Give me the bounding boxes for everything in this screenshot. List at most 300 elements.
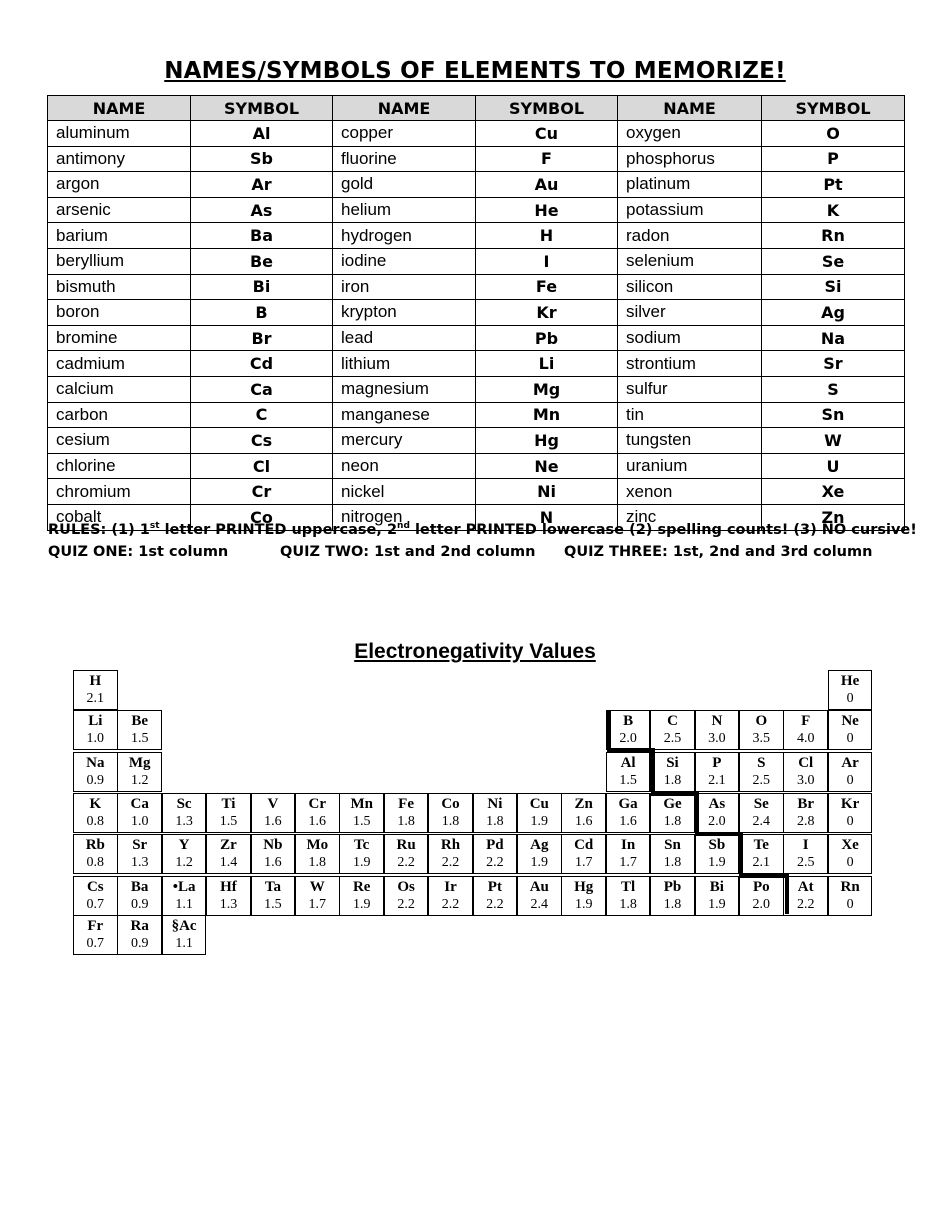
element-name-cell: boron (48, 300, 191, 326)
element-symbol-cell: Ba (191, 223, 333, 249)
element-symbol: Sn (664, 837, 681, 853)
quiz-three: QUIZ THREE: 1st, 2nd and 3rd column (564, 544, 873, 560)
metalloid-staircase-line (607, 710, 611, 750)
electronegativity-value: 2.1 (708, 773, 726, 788)
electronegativity-value: 1.8 (441, 814, 460, 829)
element-symbol-cell: O (762, 121, 905, 147)
electronegativity-value: 2.0 (619, 731, 637, 746)
element-symbol: Nb (263, 837, 283, 853)
element-names-table (47, 95, 905, 531)
element-cell (650, 710, 695, 750)
electronegativity-value: 1.3 (130, 855, 149, 870)
element-symbol: Co (441, 796, 460, 812)
element-cell (384, 793, 429, 833)
element-symbol: Tl (621, 879, 636, 895)
element-name-cell: sodium (618, 325, 762, 351)
element-symbol-cell: Sn (762, 402, 905, 428)
element-symbol: Po (752, 879, 770, 895)
element-symbol: W (309, 879, 325, 895)
element-symbol-cell: Bi (191, 274, 333, 300)
element-name-cell: oxygen (618, 121, 762, 147)
element-symbol-cell: K (762, 197, 905, 223)
element-symbol: Ti (221, 796, 236, 812)
electronegativity-value: 2.0 (708, 814, 726, 829)
element-symbol-cell: Pt (762, 172, 905, 198)
electronegativity-value: 2.8 (796, 814, 815, 829)
element-symbol: Ta (264, 879, 281, 895)
electronegativity-value: 1.7 (619, 855, 637, 870)
element-symbol: Ir (444, 879, 457, 895)
element-name-cell: krypton (333, 300, 476, 326)
element-symbol: V (267, 796, 279, 812)
element-symbol-cell: Ne (476, 453, 618, 479)
element-symbol: Os (397, 879, 415, 895)
metalloid-staircase-line (695, 832, 741, 836)
element-cell (695, 710, 740, 750)
electronegativity-value: 4.0 (796, 731, 815, 746)
element-symbol: Te (753, 837, 769, 853)
element-cell (695, 876, 740, 916)
electronegativity-value: 1.8 (663, 773, 682, 788)
element-name-cell: mercury (333, 428, 476, 454)
element-name-cell: magnesium (333, 376, 476, 402)
element-cell (117, 752, 162, 792)
electronegativity-value: 1.5 (130, 731, 149, 746)
column-header: NAME (333, 96, 476, 121)
element-symbol: In (621, 837, 636, 853)
electronegativity-value: 0.7 (86, 897, 105, 912)
element-symbol: Mn (350, 796, 373, 812)
element-symbol-cell: Al (191, 121, 333, 147)
element-cell (828, 834, 873, 874)
element-symbol-cell: Rn (762, 223, 905, 249)
table-row (48, 376, 905, 402)
element-symbol: Cu (529, 796, 549, 812)
rules-part: RULES: (1) 1 (48, 522, 150, 538)
element-symbol-cell: C (191, 402, 333, 428)
electronegativity-value: 0 (846, 897, 854, 912)
element-symbol-cell: Ar (191, 172, 333, 198)
element-cell (783, 793, 828, 833)
element-symbol-cell: Kr (476, 300, 618, 326)
element-name-cell: fluorine (333, 146, 476, 172)
element-symbol: F (801, 713, 811, 729)
element-symbol-cell: P (762, 146, 905, 172)
element-cell (517, 876, 562, 916)
element-name-cell: nickel (333, 479, 476, 505)
electronegativity-value: 1.2 (175, 855, 193, 870)
element-name-cell: iodine (333, 248, 476, 274)
element-name-cell: hydrogen (333, 223, 476, 249)
electronegativity-value: 2.2 (397, 855, 415, 870)
element-cell (162, 793, 207, 833)
electronegativity-value: 1.7 (574, 855, 593, 870)
element-name-cell: arsenic (48, 197, 191, 223)
element-symbol: N (711, 713, 723, 729)
rules-line (48, 519, 928, 541)
metalloid-staircase-line (607, 748, 653, 752)
electronegativity-value: 1.4 (219, 855, 238, 870)
element-cell (295, 834, 340, 874)
element-cell (828, 752, 873, 792)
electronegativity-value: 0.9 (130, 936, 149, 951)
element-cell (162, 834, 207, 874)
table-row (48, 248, 905, 274)
element-symbol: H (89, 673, 102, 689)
element-symbol-cell: Mn (476, 402, 618, 428)
element-symbol-cell: Cs (191, 428, 333, 454)
electronegativity-value: 2.5 (752, 773, 771, 788)
table-header-row (48, 96, 905, 121)
quiz-two: QUIZ TWO: 1st and 2nd column (280, 544, 536, 560)
element-symbol: Na (86, 755, 105, 771)
electronegativity-value: 1.9 (574, 897, 593, 912)
element-name-cell: cesium (48, 428, 191, 454)
electronegativity-value: 1.0 (86, 731, 105, 746)
element-symbol: I (802, 837, 809, 853)
table-row (48, 121, 905, 147)
element-cell (251, 834, 296, 874)
element-symbol: Y (178, 837, 190, 853)
element-symbol: Pb (663, 879, 682, 895)
element-symbol: Ga (618, 796, 638, 812)
element-cell (783, 876, 828, 916)
element-cell (428, 834, 473, 874)
element-symbol: Ra (130, 918, 149, 934)
element-symbol: Au (529, 879, 549, 895)
element-symbol-cell: Sb (191, 146, 333, 172)
column-header: SYMBOL (476, 96, 618, 121)
element-cell (783, 834, 828, 874)
electronegativity-title: Electronegativity Values (354, 640, 596, 663)
element-symbol: Sb (708, 837, 726, 853)
element-symbol-cell: H (476, 223, 618, 249)
element-name-cell: uranium (618, 453, 762, 479)
element-cell (783, 710, 828, 750)
metalloid-staircase-line (785, 874, 789, 914)
element-cell (739, 752, 784, 792)
element-name-cell: chlorine (48, 453, 191, 479)
electronegativity-value: 1.0 (130, 814, 149, 829)
table-row (48, 274, 905, 300)
element-name-cell: silver (618, 300, 762, 326)
table-row (48, 300, 905, 326)
element-symbol-cell: Si (762, 274, 905, 300)
electronegativity-value: 3.5 (752, 731, 771, 746)
element-cell (561, 834, 606, 874)
electronegativity-value: 1.6 (264, 855, 282, 870)
element-cell (650, 752, 695, 792)
electronegativity-value: 1.8 (308, 855, 327, 870)
electronegativity-value: 1.3 (175, 814, 193, 829)
element-symbol: Sr (132, 837, 148, 853)
page-title: NAMES/SYMBOLS OF ELEMENTS TO MEMORIZE! (164, 58, 786, 84)
electronegativity-value: 3.0 (708, 731, 726, 746)
element-name-cell: barium (48, 223, 191, 249)
element-symbol: Ar (841, 755, 859, 771)
element-cell (384, 876, 429, 916)
element-name-cell: nitrogen (333, 504, 476, 530)
electronegativity-value: 1.8 (619, 897, 637, 912)
element-symbol-cell: F (476, 146, 618, 172)
element-symbol-cell: Cd (191, 351, 333, 377)
element-cell (606, 710, 651, 750)
element-symbol-cell: Ni (476, 479, 618, 505)
electronegativity-value: 1.6 (264, 814, 282, 829)
electronegativity-value: 2.2 (397, 897, 415, 912)
electronegativity-value: 0.7 (86, 936, 105, 951)
element-cell (739, 834, 784, 874)
element-cell (473, 793, 518, 833)
table-row (48, 223, 905, 249)
element-cell (117, 834, 162, 874)
electronegativity-value: 1.8 (663, 855, 682, 870)
element-symbol: Se (753, 796, 769, 812)
element-symbol: Rn (840, 879, 860, 895)
element-name-cell: bromine (48, 325, 191, 351)
element-cell (606, 834, 651, 874)
element-symbol-cell: Cu (476, 121, 618, 147)
table-row (48, 428, 905, 454)
element-symbol: He (840, 673, 860, 689)
element-symbol: Pt (487, 879, 502, 895)
element-cell (73, 793, 118, 833)
element-symbol: Mo (306, 837, 329, 853)
table-row (48, 197, 905, 223)
rules-part: letter PRINTED lowercase (2) spelling counts! (3) NO cursive! (409, 522, 917, 538)
element-cell (828, 710, 873, 750)
table-row (48, 479, 905, 505)
element-cell (206, 793, 251, 833)
electronegativity-value: 1.5 (264, 897, 282, 912)
element-name-cell: aluminum (48, 121, 191, 147)
element-symbol-cell: Au (476, 172, 618, 198)
element-cell (517, 834, 562, 874)
electronegativity-value: 1.9 (708, 855, 726, 870)
element-name-cell: beryllium (48, 248, 191, 274)
rules-part: letter PRINTED uppercase, 2 (159, 522, 398, 538)
element-cell (339, 834, 384, 874)
element-symbol-cell: Li (476, 351, 618, 377)
element-symbol: Ag (530, 837, 549, 853)
element-symbol: Rh (440, 837, 461, 853)
element-cell (695, 834, 740, 874)
element-name-cell: lithium (333, 351, 476, 377)
electronegativity-value: 2.5 (663, 731, 682, 746)
element-symbol: Fe (398, 796, 414, 812)
element-cell (73, 670, 118, 710)
element-cell (295, 793, 340, 833)
element-name-cell: cobalt (48, 504, 191, 530)
element-symbol-cell: U (762, 453, 905, 479)
electronegativity-value: 1.9 (530, 814, 549, 829)
element-symbol: Zr (220, 837, 237, 853)
column-header: NAME (48, 96, 191, 121)
electronegativity-value: 0.8 (86, 814, 105, 829)
electronegativity-value: 0 (846, 855, 854, 870)
element-symbol: At (797, 879, 814, 895)
electronegativity-value: 1.6 (308, 814, 327, 829)
element-symbol: Ru (396, 837, 416, 853)
element-cell (384, 834, 429, 874)
element-symbol-cell: S (762, 376, 905, 402)
column-header: NAME (618, 96, 762, 121)
electronegativity-value: 0.9 (130, 897, 149, 912)
electronegativity-value: 1.5 (219, 814, 238, 829)
element-symbol-cell: W (762, 428, 905, 454)
electronegativity-value: 1.8 (397, 814, 415, 829)
electronegativity-value: 1.9 (530, 855, 549, 870)
element-symbol: Hg (574, 879, 594, 895)
element-symbol-cell: Se (762, 248, 905, 274)
element-symbol: C (667, 713, 678, 729)
element-name-cell: gold (333, 172, 476, 198)
element-symbol: Cs (86, 879, 104, 895)
element-symbol-cell: Na (762, 325, 905, 351)
element-symbol: Rb (85, 837, 105, 853)
element-cell (517, 793, 562, 833)
element-cell (251, 793, 296, 833)
element-name-cell: selenium (618, 248, 762, 274)
element-symbol: P (712, 755, 722, 771)
rules-sup: nd (397, 521, 410, 532)
electronegativity-value: 1.9 (708, 897, 726, 912)
electronegativity-value: 0 (846, 731, 854, 746)
element-name-cell: iron (333, 274, 476, 300)
element-cell (695, 793, 740, 833)
element-cell (339, 876, 384, 916)
element-symbol: Ba (130, 879, 149, 895)
element-cell (428, 876, 473, 916)
metalloid-staircase-line (739, 874, 787, 878)
electronegativity-value: 0 (846, 691, 854, 706)
element-cell (561, 793, 606, 833)
element-name-cell: cadmium (48, 351, 191, 377)
element-name-cell: tungsten (618, 428, 762, 454)
electronegativity-value: 1.9 (352, 897, 371, 912)
element-name-cell: chromium (48, 479, 191, 505)
table-row (48, 172, 905, 198)
electronegativity-value: 2.2 (486, 897, 504, 912)
table-row (48, 402, 905, 428)
element-symbol: Be (131, 713, 149, 729)
element-symbol: Pd (486, 837, 504, 853)
column-header: SYMBOL (191, 96, 333, 121)
metalloid-staircase-line (651, 748, 655, 794)
element-cell (473, 834, 518, 874)
element-name-cell: phosphorus (618, 146, 762, 172)
table-row (48, 453, 905, 479)
element-cell (828, 876, 873, 916)
electronegativity-value: 0.9 (86, 773, 105, 788)
element-symbol: K (89, 796, 102, 812)
electronegativity-value: 1.5 (619, 773, 637, 788)
element-symbol-cell: Br (191, 325, 333, 351)
element-symbol-cell: Sr (762, 351, 905, 377)
element-cell (117, 793, 162, 833)
element-symbol-cell: Ca (191, 376, 333, 402)
metalloid-staircase-line (695, 792, 699, 834)
element-cell (251, 876, 296, 916)
quiz-one: QUIZ ONE: 1st column (48, 544, 229, 560)
element-symbol: Al (620, 755, 636, 771)
element-cell (73, 752, 118, 792)
element-symbol-cell: Co (191, 504, 333, 530)
electronegativity-value: 0.8 (86, 855, 105, 870)
element-name-cell: helium (333, 197, 476, 223)
element-cell (650, 876, 695, 916)
element-symbol: Xe (841, 837, 859, 853)
element-name-cell: manganese (333, 402, 476, 428)
element-cell (650, 793, 695, 833)
element-symbol-cell: Ag (762, 300, 905, 326)
element-symbol-cell: N (476, 504, 618, 530)
table-row (48, 325, 905, 351)
element-name-cell: sulfur (618, 376, 762, 402)
element-symbol-cell: Zn (762, 504, 905, 530)
element-name-cell: radon (618, 223, 762, 249)
element-symbol-cell: Mg (476, 376, 618, 402)
element-symbol: Zn (574, 796, 593, 812)
element-symbol: Mg (128, 755, 151, 771)
element-name-cell: bismuth (48, 274, 191, 300)
element-cell (117, 915, 162, 955)
element-symbol: Ne (841, 713, 859, 729)
element-cell (561, 876, 606, 916)
element-name-cell: silicon (618, 274, 762, 300)
element-symbol-cell: Cr (191, 479, 333, 505)
element-cell (739, 876, 784, 916)
element-name-cell: neon (333, 453, 476, 479)
metalloid-staircase-line (651, 792, 697, 796)
electronegativity-value: 2.2 (486, 855, 504, 870)
element-cell (739, 710, 784, 750)
metalloid-staircase-line (739, 832, 743, 876)
element-symbol: O (755, 713, 768, 729)
element-cell (73, 834, 118, 874)
element-name-cell: potassium (618, 197, 762, 223)
element-symbol: •La (172, 879, 196, 895)
electronegativity-value: 2.2 (796, 897, 815, 912)
element-cell (473, 876, 518, 916)
electronegativity-value: 2.1 (752, 855, 771, 870)
electronegativity-value: 2.4 (752, 814, 771, 829)
element-symbol: Ge (663, 796, 682, 812)
element-cell (295, 876, 340, 916)
table-row (48, 146, 905, 172)
element-symbol: Hf (220, 879, 237, 895)
element-cell (73, 876, 118, 916)
element-symbol-cell: I (476, 248, 618, 274)
element-symbol-cell: Pb (476, 325, 618, 351)
element-symbol: Re (352, 879, 371, 895)
element-name-cell: lead (333, 325, 476, 351)
element-name-cell: carbon (48, 402, 191, 428)
element-symbol: §Ac (171, 918, 197, 934)
element-cell (206, 876, 251, 916)
element-symbol: Ca (130, 796, 149, 812)
electronegativity-value: 2.0 (752, 897, 771, 912)
element-symbol-cell: Xe (762, 479, 905, 505)
electronegativity-value: 1.9 (352, 855, 371, 870)
element-symbol: Kr (840, 796, 860, 812)
electronegativity-value: 0 (846, 814, 854, 829)
electronegativity-value: 2.2 (441, 855, 460, 870)
element-symbol: Tc (354, 837, 370, 853)
element-symbol: Bi (709, 879, 724, 895)
element-symbol-cell: Cl (191, 453, 333, 479)
element-name-cell: antimony (48, 146, 191, 172)
